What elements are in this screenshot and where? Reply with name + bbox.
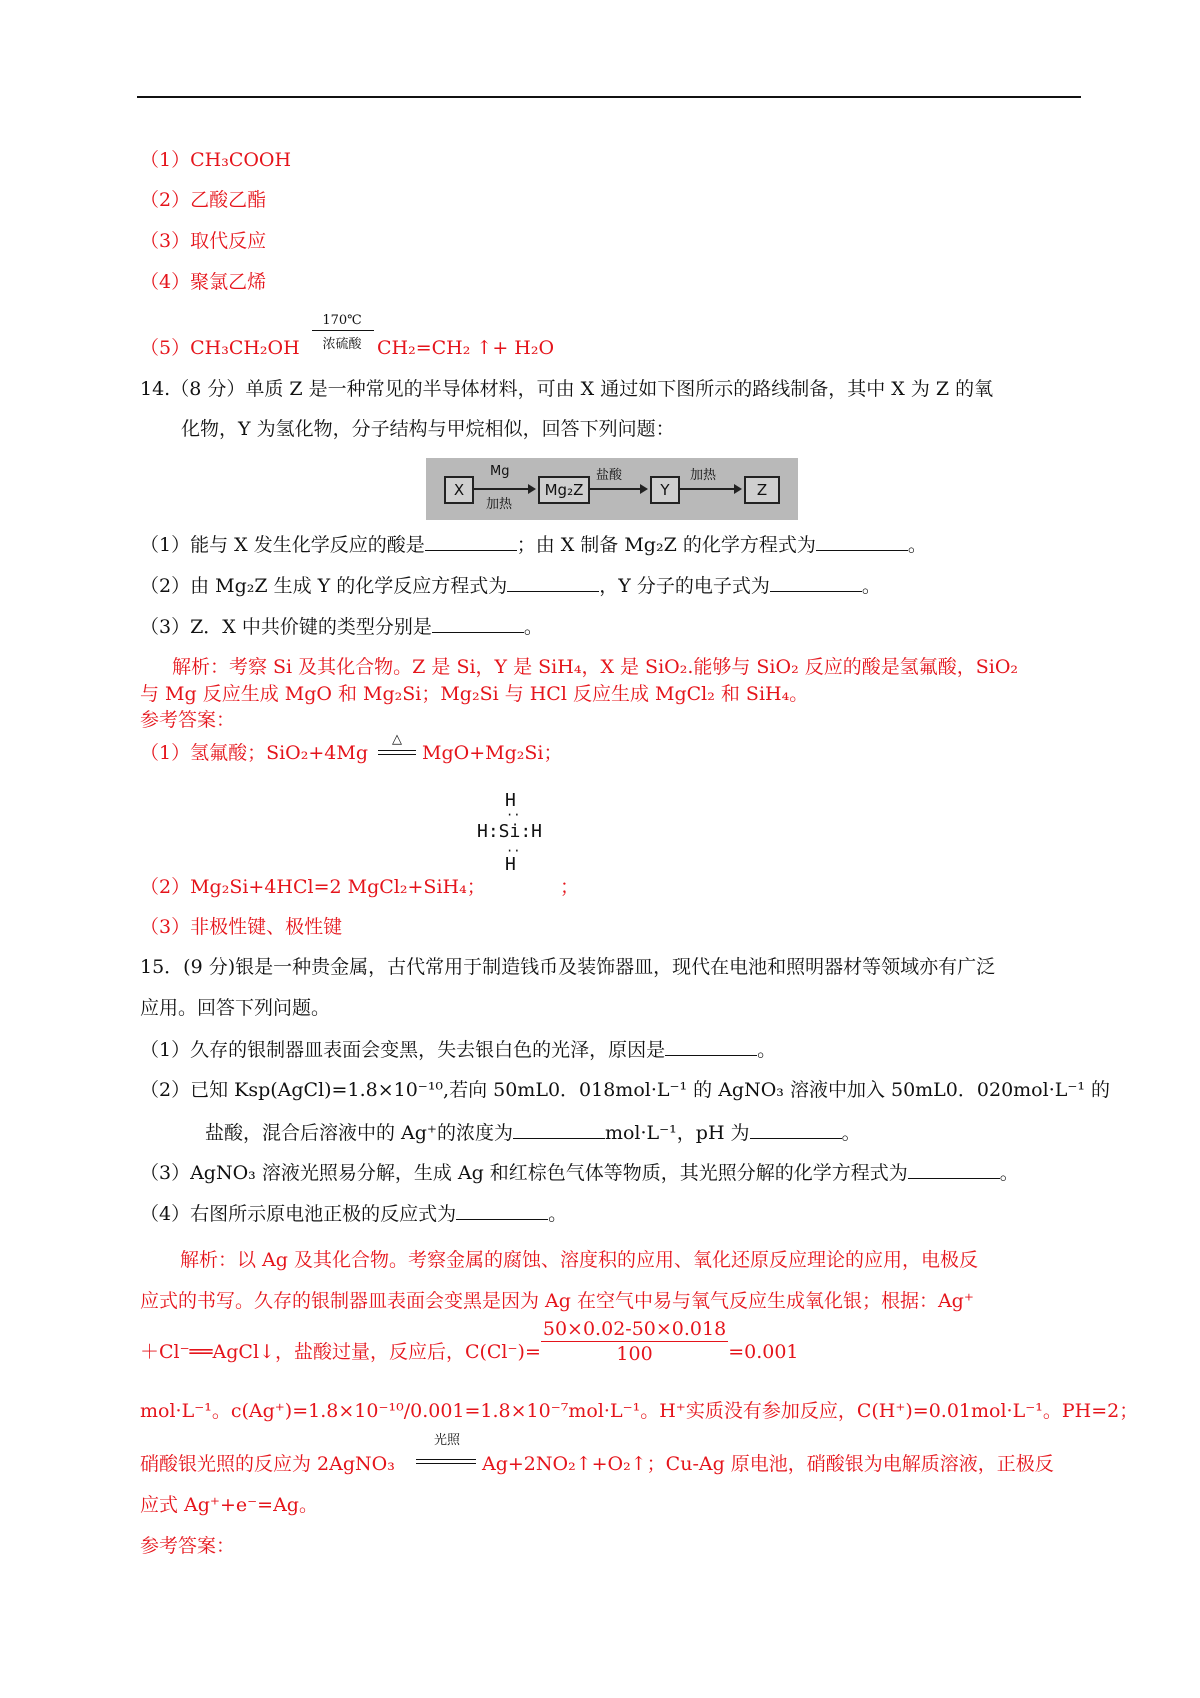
answer-13-1: （1）CH₃COOH	[140, 149, 292, 171]
flow-arrow-2	[590, 488, 646, 490]
q15-intro-line1: 15．(9 分)银是一种贵金属，古代常用于制造钱币及装饰器皿，现代在电池和照明器材等领域亦有广泛	[140, 956, 996, 978]
concentration-fraction	[541, 1317, 728, 1366]
q14-part3: （3）Z．X 中共价键的类型分别是 。	[140, 616, 543, 638]
q14-answer-2-end: ；	[560, 876, 580, 898]
answer-13-4: （4）聚氯乙烯	[140, 271, 267, 293]
reaction-arrow	[312, 330, 374, 331]
flow-label-hcl: 盐酸	[596, 468, 623, 483]
q14-answer-1: （1）氢氟酸；SiO₂+4Mg	[140, 742, 369, 764]
q15-analysis-line5: 硝酸银光照的反应为 2AgNO₃	[140, 1453, 395, 1475]
reaction-condition-bottom: 浓硫酸	[322, 337, 362, 352]
flow-arrow-1	[474, 488, 534, 490]
q15-part1: （1）久存的银制器皿表面会变黑，失去银白色的光泽，原因是 。	[140, 1039, 777, 1061]
flow-arrow-3	[680, 488, 740, 490]
q15-reference-label: 参考答案：	[140, 1535, 236, 1557]
lewis-dots-top: ··	[506, 808, 521, 822]
q14-analysis-line1: 解析：考察 Si 及其化合物。Z 是 Si，Y 是 SiH₄，X 是 SiO₂.能够与 SiO₂ 反应的酸是氢氟酸，SiO₂	[172, 656, 1019, 678]
lewis-dots-bottom: ··	[506, 844, 521, 858]
q14-analysis-line2: 与 Mg 反应生成 MgO 和 Mg₂Si；Mg₂Si 与 HCl 反应生成 MgCl₂ 和 SiH₄。	[140, 683, 809, 705]
flow-box-y: Y	[650, 476, 680, 504]
equals-sign-top	[378, 750, 416, 751]
lewis-bottom-h: H	[505, 854, 516, 875]
q15-analysis-line2: 应式的书写。久存的银制器皿表面会变黑是因为 Ag 在空气中易与氧气反应生成氧化银；根据：Ag⁺	[140, 1290, 974, 1312]
equals-sign-light-top	[416, 1459, 476, 1460]
answer-13-5: （5）CH₃CH₂OH	[140, 337, 300, 359]
header-rule	[137, 96, 1081, 98]
q15-analysis-line3: ＋Cl⁻══AgCl↓，盐酸过量，反应后，C(Cl⁻)= $\frac{50\times 0.02-50\times 0.018}{100}$ =0.001	[140, 1317, 799, 1365]
equals-sign-bottom	[378, 754, 416, 755]
q15-part4: （4）右图所示原电池正极的反应式为 。	[140, 1203, 568, 1225]
heat-symbol: △	[392, 732, 402, 747]
flow-label-heat-2: 加热	[690, 468, 717, 483]
answer-13-2: （2）乙酸乙酯	[140, 189, 267, 211]
synthesis-route-figure	[426, 458, 798, 520]
q14-answer-1-product: MgO+Mg₂Si；	[422, 742, 563, 764]
flow-box-x: X	[444, 476, 474, 504]
flow-box-mg2z: Mg₂Z	[538, 476, 590, 504]
q14-intro-line1: 14.（8 分）单质 Z 是一种常见的半导体材料，可由 X 通过如下图所示的路线制备，其中 X 为 Z 的氧	[140, 378, 994, 400]
q15-part3: （3）AgNO₃ 溶液光照易分解，生成 Ag 和红棕色气体等物质，其光照分解的化学方程式为 。	[140, 1162, 1019, 1184]
q14-part1: （1）能与 X 发生化学反应的酸是 ；由 X 制备 Mg₂Z 的化学方程式为 。	[140, 534, 927, 556]
fraction-numerator: 50×0.02-50×0.018	[542, 1317, 727, 1340]
q15-part2-line2: 盐酸，混合后溶液中的 Ag⁺的浓度为 mol·L⁻¹，pH 为 。	[205, 1122, 861, 1144]
q15-part2-line1: （2）已知 Ksp(AgCl)=1.8×10⁻¹⁰,若向 50mL0．018mol·L⁻¹ 的 AgNO₃ 溶液中加入 50mL0．020mol·L⁻¹ 的	[140, 1079, 1111, 1101]
reaction-condition-top: 170℃	[322, 313, 362, 328]
q14-reference-label: 参考答案：	[140, 709, 236, 731]
lewis-middle: H:Si:H	[477, 821, 543, 842]
q15-analysis-line1: 解析：以 Ag 及其化合物。考察金属的腐蚀、溶度积的应用、氧化还原反应理论的应用，电极反	[180, 1249, 978, 1271]
q14-answer-3: （3）非极性键、极性键	[140, 916, 343, 938]
q14-intro-line2: 化物，Y 为氢化物，分子结构与甲烷相似，回答下列问题：	[181, 418, 675, 440]
equals-sign-light-bottom	[416, 1463, 476, 1464]
answer-13-3: （3）取代反应	[140, 230, 267, 252]
lewis-top-h: H	[505, 790, 516, 811]
answer-13-5-product: CH₂=CH₂ ↑+ H₂O	[377, 337, 555, 359]
flow-box-z: Z	[744, 476, 780, 504]
q15-analysis-line4: mol·L⁻¹。c(Ag⁺)=1.8×10⁻¹⁰/0.001=1.8×10⁻⁷mol·L⁻¹。H⁺实质没有参加反应，C(H⁺)=0.01mol·L⁻¹。PH=2；	[140, 1400, 1139, 1422]
flow-label-heat-1: 加热	[486, 497, 513, 512]
flow-label-mg: Mg	[490, 464, 510, 479]
light-condition: 光照	[433, 1433, 460, 1448]
fraction-denominator: 100	[616, 1342, 653, 1365]
q14-part2: （2）由 Mg₂Z 生成 Y 的化学反应方程式为 ，Y 分子的电子式为 。	[140, 575, 881, 597]
q14-answer-2: （2）Mg₂Si+4HCl=2 MgCl₂+SiH₄；	[140, 876, 486, 898]
q15-intro-line2: 应用。回答下列问题。	[140, 997, 331, 1019]
q15-analysis-line5-product: Ag+2NO₂↑+O₂↑；Cu-Ag 原电池，硝酸银为电解质溶液，正极反	[482, 1453, 1054, 1475]
q15-analysis-line6: 应式 Ag⁺+e⁻=Ag。	[140, 1494, 318, 1516]
